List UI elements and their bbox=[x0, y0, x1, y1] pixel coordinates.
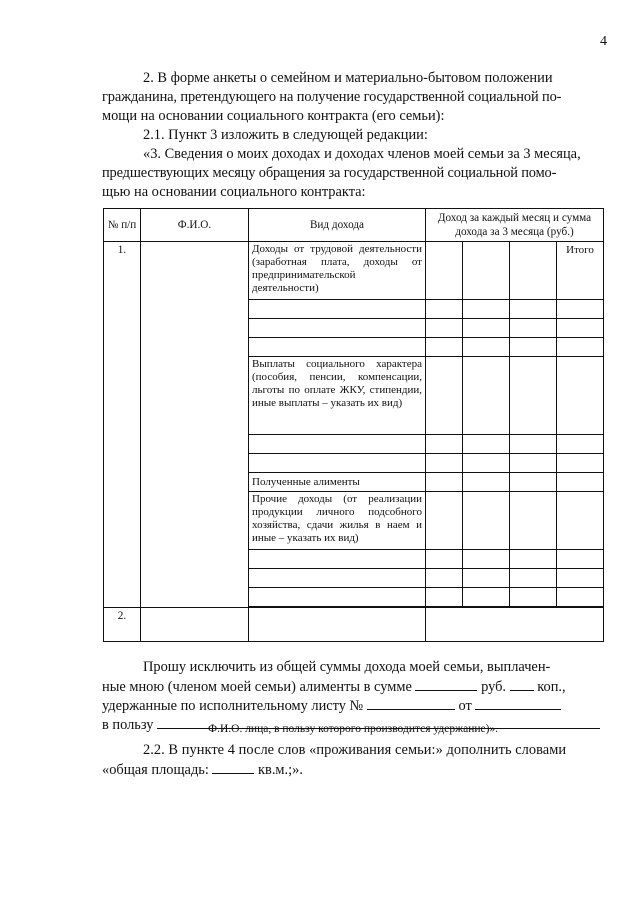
table-cell bbox=[426, 242, 463, 300]
from-label: от bbox=[458, 698, 472, 714]
in-favor-caption: Ф.И.О. лица, в пользу которого производится удержание)». bbox=[208, 723, 499, 735]
item22-line-1: 2.2. В пункте 4 после слов «проживания семьи:» дополнить словами bbox=[143, 742, 567, 758]
income-type-alimony: Полученные алименты bbox=[249, 473, 426, 492]
intro-line-6: предшествующих месяцу обращения за государственной социальной помо- bbox=[102, 165, 557, 181]
intro-line-3: мощи на основании социального контракта (его семьи): bbox=[102, 108, 445, 124]
income-type-social: Выплаты социального характера (пособия, пенсии, компенсации, льготы по оплате ЖКУ, стипендии, иные выплаты – указать их вид) bbox=[249, 357, 426, 435]
in-favor-label: в пользу bbox=[102, 717, 154, 733]
kop-label: коп., bbox=[537, 679, 566, 695]
income-table bbox=[103, 208, 604, 642]
writ-number-blank bbox=[367, 696, 455, 710]
intro-line-5: «3. Сведения о моих доходах и доходах членов моей семьи за 3 месяца, bbox=[143, 146, 581, 162]
table-row bbox=[104, 608, 604, 642]
request-line-2 bbox=[102, 677, 566, 697]
row-number-1: 1. bbox=[104, 242, 141, 608]
area-blank bbox=[212, 760, 254, 774]
intro-line-4: 2.1. Пункт 3 изложить в следующей редакции: bbox=[143, 127, 428, 143]
income-type-other: Прочие доходы (от реализации продукции личного подсобного хозяйства, сдачи жилья в наем и иные – указать их вид) bbox=[249, 492, 426, 550]
fio-cell-2 bbox=[141, 608, 249, 642]
alimony-rub-blank bbox=[415, 677, 477, 691]
item22-line-2 bbox=[102, 760, 303, 780]
area-label: «общая площадь: bbox=[102, 762, 209, 778]
table-cell bbox=[249, 608, 426, 642]
alimony-kop-blank bbox=[510, 677, 534, 691]
writ-label: удержанные по исполнительному листу № bbox=[102, 698, 364, 714]
request-line-1: Прошу исключить из общей суммы дохода моей семьи, выплачен- bbox=[143, 659, 551, 675]
area-unit: кв.м.;». bbox=[258, 762, 303, 778]
page-number: 4 bbox=[600, 34, 607, 49]
income-type-labor: Доходы от трудовой деятельности (заработная плата, доходы от предпринимательской деятельности) bbox=[249, 242, 426, 300]
header-num: № п/п bbox=[104, 209, 141, 242]
header-income-monthly: Доход за каждый месяц и сумма дохода за 3 месяца (руб.) bbox=[426, 209, 604, 242]
intro-line-1: 2. В форме анкеты о семейном и материально-бытовом положении bbox=[143, 70, 553, 86]
rub-label: руб. bbox=[481, 679, 507, 695]
table-row bbox=[104, 242, 604, 300]
total-label: Итого bbox=[557, 242, 604, 300]
table-cell bbox=[510, 242, 557, 300]
header-income-type: Вид дохода bbox=[249, 209, 426, 242]
alimony-sum-label: ные мною (членом моей семьи) алименты в сумме bbox=[102, 679, 412, 695]
row-number-2: 2. bbox=[104, 608, 141, 642]
fio-cell-1 bbox=[141, 242, 249, 608]
request-line-3 bbox=[102, 696, 561, 716]
table-header-row bbox=[104, 209, 604, 242]
table-cell bbox=[426, 608, 604, 642]
table-cell bbox=[463, 242, 510, 300]
intro-line-7: щью на основании социального контракта: bbox=[102, 184, 366, 200]
intro-line-2: гражданина, претендующего на получение государственной социальной по- bbox=[102, 89, 562, 105]
writ-date-blank bbox=[475, 696, 561, 710]
header-fio: Ф.И.О. bbox=[141, 209, 249, 242]
